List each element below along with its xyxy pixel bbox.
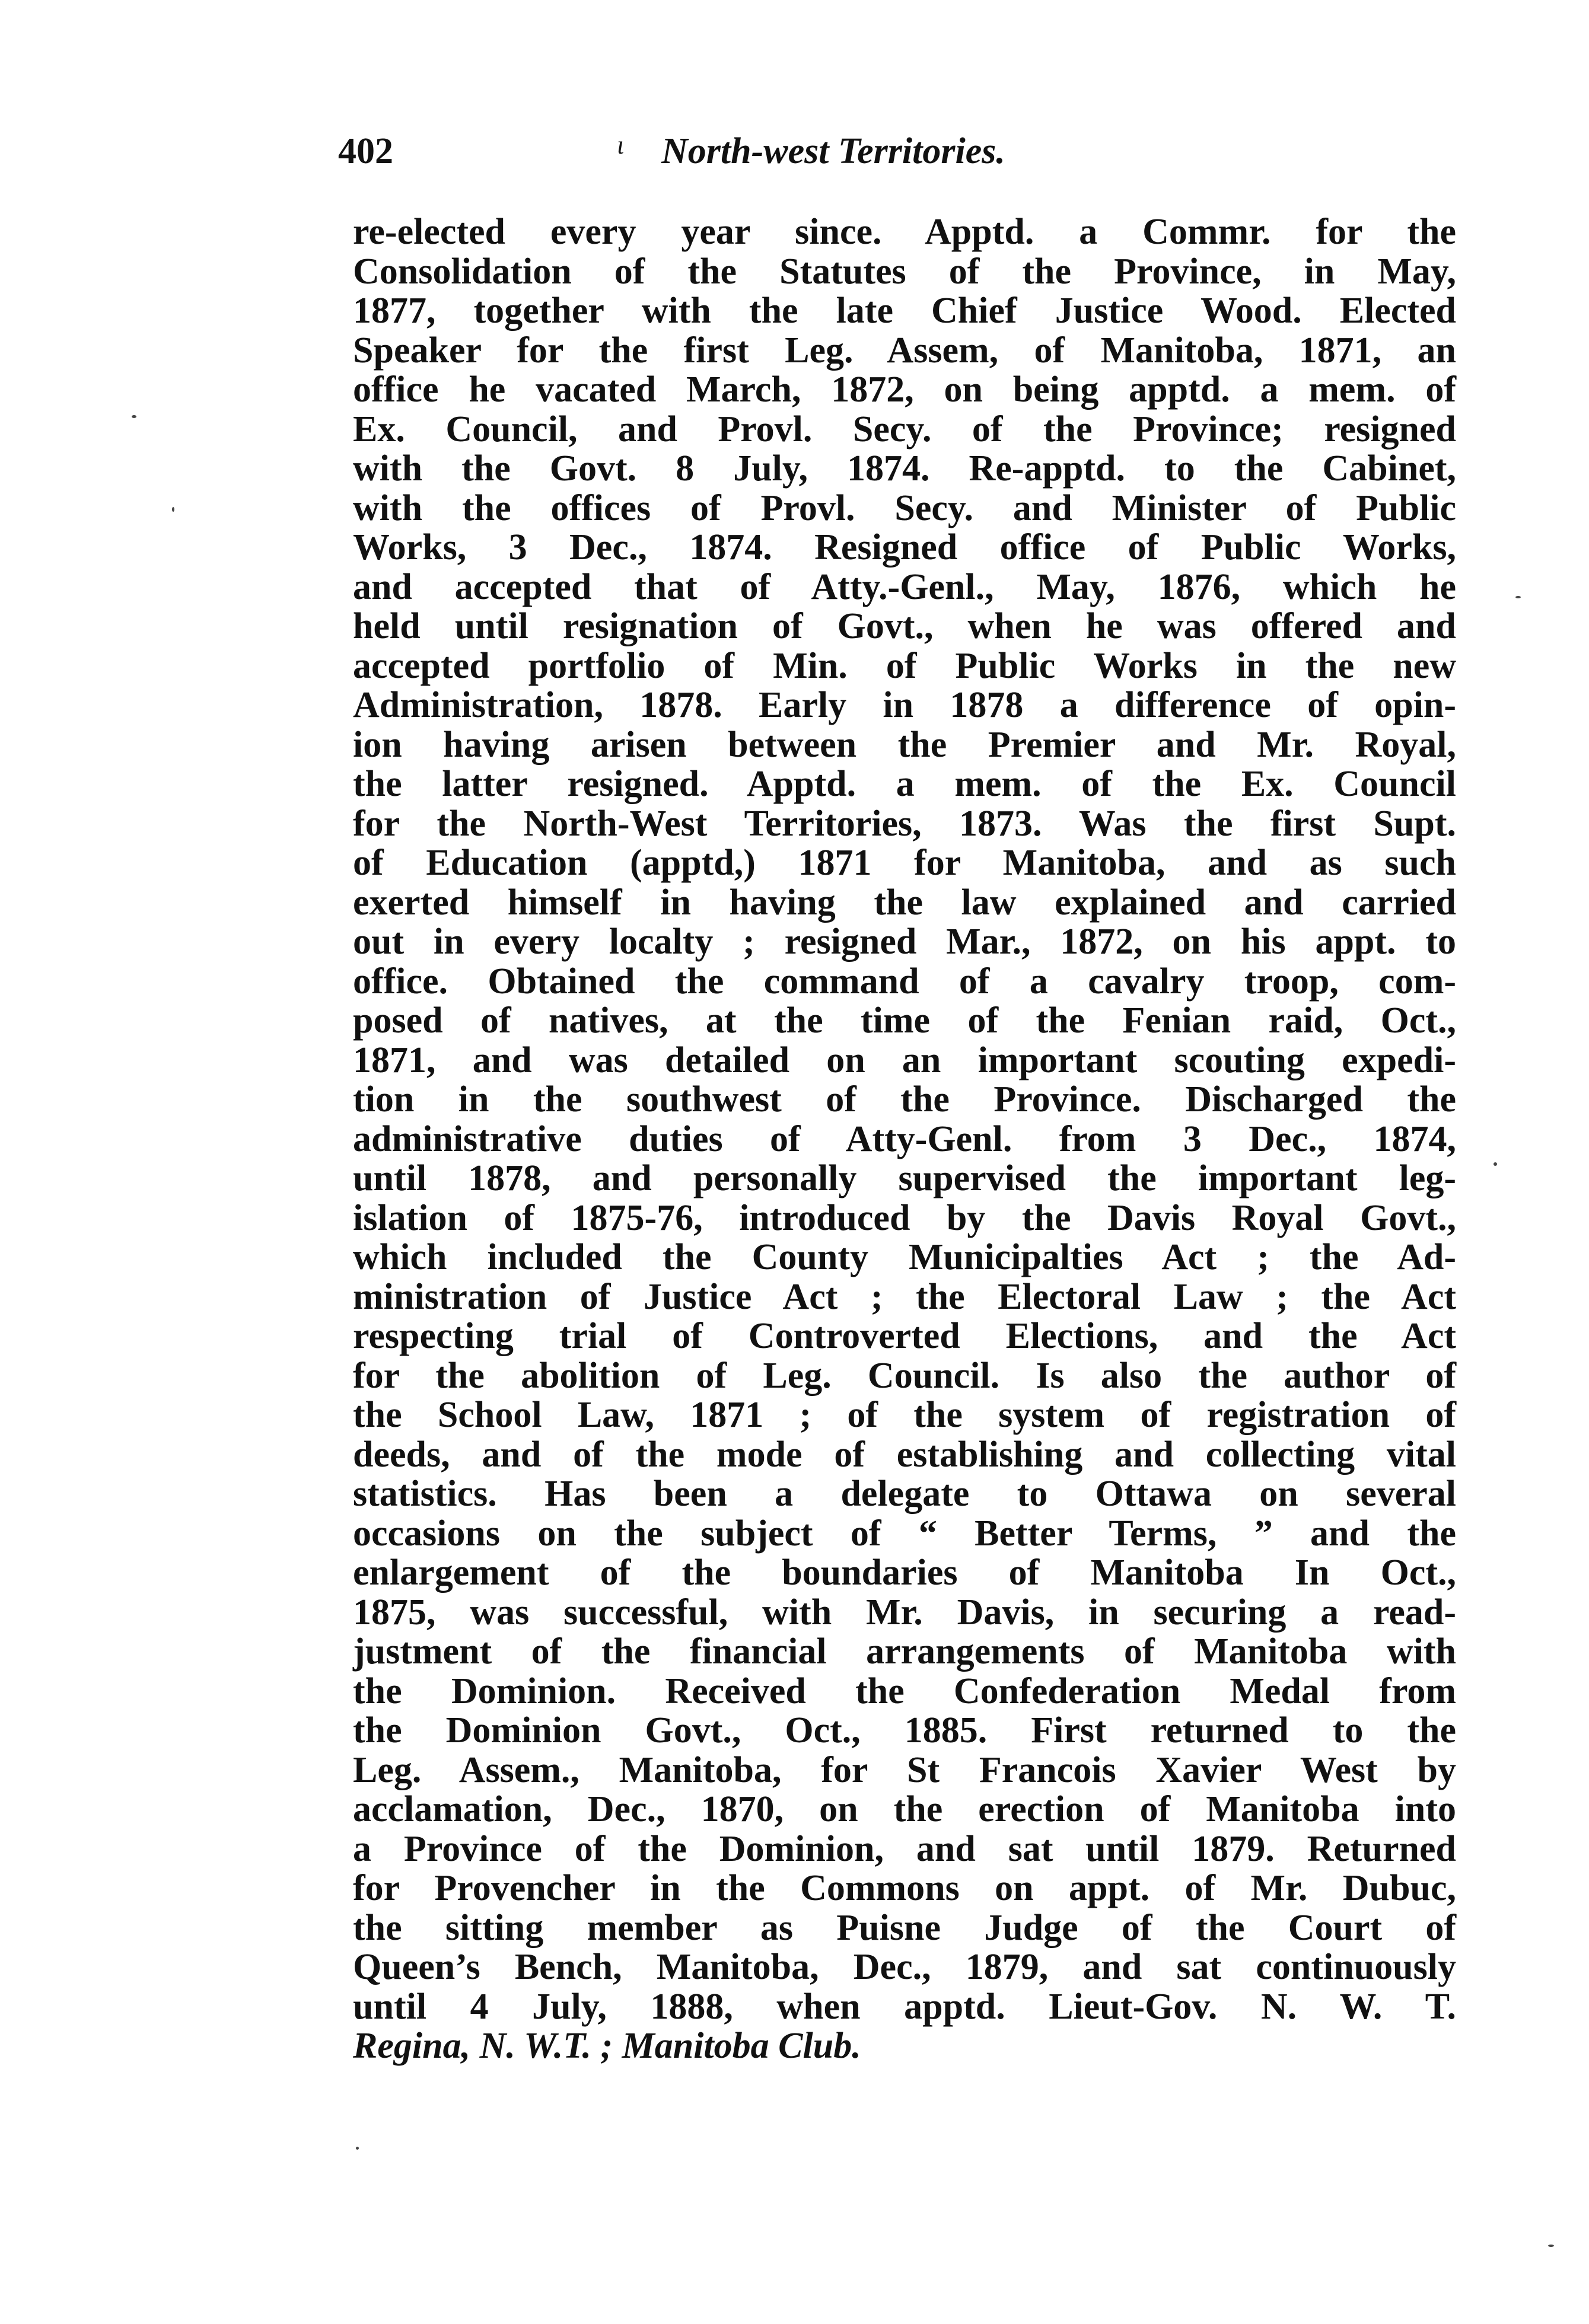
text-line: the School Law, 1871 ; of the system of registration of xyxy=(353,1395,1456,1435)
text-line: the latter resigned. Apptd. a mem. of the Ex. Council xyxy=(353,764,1456,804)
text-line: Leg. Assem., Manitoba, for St Francois Xavier West by xyxy=(353,1749,1456,1790)
text-line: enlargement of the boundaries of Manitoba In Oct., xyxy=(353,1552,1456,1593)
print-speck xyxy=(356,2147,359,2150)
print-speck xyxy=(132,415,136,418)
text-line: the Dominion Govt., Oct., 1885. First returned to the xyxy=(353,1710,1456,1751)
print-speck xyxy=(1548,2245,1554,2247)
text-line: office he vacated March, 1872, on being apptd. a mem. of xyxy=(353,369,1456,410)
text-line: for the abolition of Leg. Council. Is also the author of xyxy=(353,1355,1456,1396)
text-line: the sitting member as Puisne Judge of the Court of xyxy=(353,1907,1456,1948)
text-line: office. Obtained the command of a cavalry troop, com- xyxy=(353,961,1456,1002)
text-line: acclamation, Dec., 1870, on the erection of Manitoba into xyxy=(353,1789,1456,1829)
text-line: accepted portfolio of Min. of Public Works in the new xyxy=(353,645,1456,686)
text-line: ministration of Justice Act ; the Electoral Law ; the Act xyxy=(353,1276,1456,1317)
print-speck xyxy=(1515,596,1521,598)
text-line: held until resignation of Govt., when he was offered and xyxy=(353,606,1456,646)
text-line: until 4 July, 1888, when apptd. Lieut-Gov. N. W. T. xyxy=(353,1986,1456,2027)
text-line: and accepted that of Atty.-Genl., May, 1876, which he xyxy=(353,566,1456,607)
text-line: with the Govt. 8 July, 1874. Re-apptd. to the Cabinet, xyxy=(353,448,1456,489)
text-line: statistics. Has been a delegate to Ottawa on several xyxy=(353,1474,1456,1514)
text-line: Consolidation of the Statutes of the Province, in May, xyxy=(353,251,1456,292)
running-header xyxy=(338,125,1465,178)
text-line: of Education (apptd,) 1871 for Manitoba, and as such xyxy=(353,843,1456,883)
text-line: posed of natives, at the time of the Fenian raid, Oct., xyxy=(353,1000,1456,1041)
text-line: Administration, 1878. Early in 1878 a difference of opin- xyxy=(353,685,1456,725)
text-line: out in every localty ; resigned Mar., 1872, on his appt. to xyxy=(353,922,1456,962)
print-speck xyxy=(172,507,174,512)
text-line: justment of the financial arrangements of Manitoba with xyxy=(353,1631,1456,1672)
text-line: the Dominion. Received the Confederation Medal from xyxy=(353,1671,1456,1711)
header-mark: ι xyxy=(617,130,625,160)
text-line: re-elected every year since. Apptd. a Commr. for the xyxy=(353,212,1456,252)
text-line: tion in the southwest of the Province. Discharged the xyxy=(353,1079,1456,1120)
text-line: with the offices of Provl. Secy. and Minister of Public xyxy=(353,487,1456,528)
text-line: exerted himself in having the law explained and carried xyxy=(353,882,1456,923)
text-line: until 1878, and personally supervised the important leg- xyxy=(353,1158,1456,1198)
page-number: 402 xyxy=(338,131,393,171)
running-title: North-west Territories. xyxy=(661,131,1005,171)
text-line: 1875, was successful, with Mr. Davis, in securing a read- xyxy=(353,1592,1456,1633)
print-speck xyxy=(1494,1162,1497,1166)
text-line: Ex. Council, and Provl. Secy. of the Province; resigned xyxy=(353,409,1456,450)
text-line: ion having arisen between the Premier and Mr. Royal, xyxy=(353,724,1456,765)
text-line: 1877, together with the late Chief Justice Wood. Elected xyxy=(353,291,1456,331)
text-line: which included the County Municipalties Act ; the Ad- xyxy=(353,1237,1456,1277)
text-line: administrative duties of Atty-Genl. from 3 Dec., 1874, xyxy=(353,1118,1456,1159)
text-line: for the North-West Territories, 1873. Was the first Supt. xyxy=(353,803,1456,844)
text-line: Speaker for the first Leg. Assem, of Manitoba, 1871, an xyxy=(353,330,1456,371)
address-line: Regina, N. W.T. ; Manitoba Club. xyxy=(353,2026,861,2066)
text-line: occasions on the subject of “ Better Terms, ” and the xyxy=(353,1513,1456,1554)
text-line: 1871, and was detailed on an important scouting expedi- xyxy=(353,1040,1456,1080)
text-line: respecting trial of Controverted Elections, and the Act xyxy=(353,1316,1456,1356)
text-line: a Province of the Dominion, and sat until 1879. Returned xyxy=(353,1828,1456,1869)
text-line: Queen’s Bench, Manitoba, Dec., 1879, and sat continuously xyxy=(353,1947,1456,1987)
text-line: islation of 1875-76, introduced by the Davis Royal Govt., xyxy=(353,1197,1456,1238)
biography-text xyxy=(353,212,1456,2066)
text-line: deeds, and of the mode of establishing and collecting vital xyxy=(353,1434,1456,1475)
text-line: for Provencher in the Commons on appt. of Mr. Dubuc, xyxy=(353,1868,1456,1908)
text-line: Works, 3 Dec., 1874. Resigned office of Public Works, xyxy=(353,527,1456,568)
